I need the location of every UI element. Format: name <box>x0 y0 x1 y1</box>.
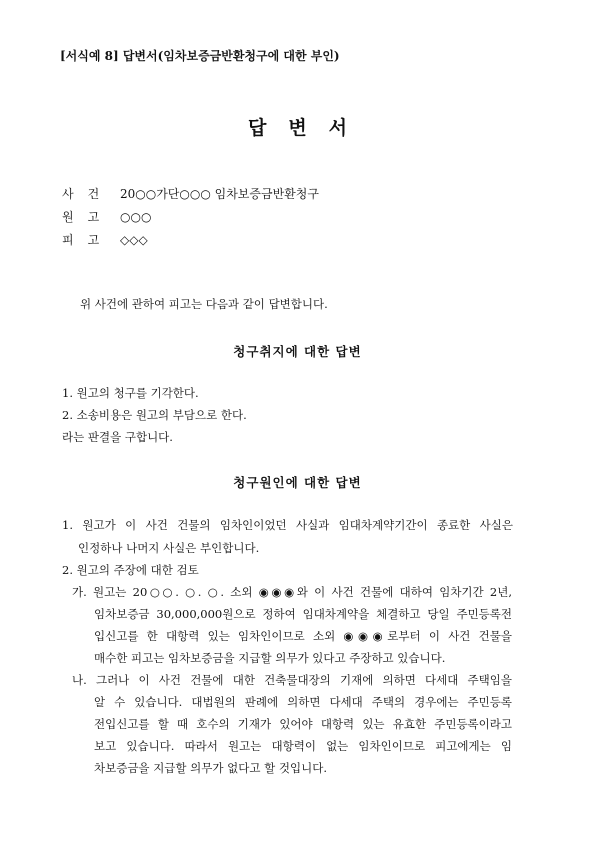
section-heading-claim-cause: 청구원인에 대한 답변 <box>233 475 362 490</box>
claim-line-2: 2. 소송비용은 원고의 부담으로 한다. <box>62 408 247 422</box>
subitem-na-line: 보고 있습니다. 따라서 원고는 대항력이 없는 임차인이므로 피고에게는 임 <box>94 739 512 753</box>
claim-line-3: 라는 판결을 구합니다. <box>62 430 173 444</box>
party-value: ◇◇◇ <box>120 233 148 247</box>
subitem-ga-line: 입신고를 한 대항력 있는 임차인이므로 소외 ◉◉◉로부터 이 사건 건물을 <box>94 629 512 643</box>
claim-line-1: 1. 원고의 청구를 기각한다. <box>62 386 199 400</box>
cause-item-1-line-1: 1. 원고가 이 사건 건물의 임차인이었던 사실과 임대차계약기간이 종료한 사실은 <box>62 518 513 532</box>
party-value: 20○○가단○○○ 임차보증금반환청구 <box>120 187 319 201</box>
form-header: [서식예 8] 답변서(임차보증금반환청구에 대한 부인) <box>60 49 340 63</box>
party-label: 피고 <box>62 233 114 247</box>
party-plaintiff <box>62 208 151 225</box>
subitem-na-line: 알 수 있습니다. 대법원의 판례에 의하면 다세대 주택의 경우에는 주민등록 <box>94 695 512 709</box>
subitem-ga-line: 매수한 피고는 임차보증금을 지급할 의무가 있다고 주장하고 있습니다. <box>94 651 446 665</box>
subitem-ga-line: 임차보증금 30,000,000원으로 정하여 임대차계약을 체결하고 당일 주민등록전 <box>94 607 512 621</box>
section-heading-claim-purpose: 청구취지에 대한 답변 <box>233 344 362 359</box>
cause-item-2: 2. 원고의 주장에 대한 검토 <box>62 563 199 577</box>
party-label: 원고 <box>62 210 114 224</box>
subitem-na-line: 차보증금을 지급할 의무가 없다고 할 것입니다. <box>94 761 328 775</box>
page-title: 답변서 <box>247 117 370 139</box>
subitem-na-line: 전입신고를 할 때 호수의 기재가 있어야 대항력 있는 유효한 주민등록이라고 <box>94 717 512 731</box>
party-value: ○○○ <box>120 210 152 224</box>
subitem-na-line: 나. 그러나 이 사건 건물에 대한 건축물대장의 기재에 의하면 다세대 주택임을 <box>72 673 512 687</box>
cause-item-1-line-2: 인정하나 나머지 사실은 부인합니다. <box>78 541 260 555</box>
intro-text: 위 사건에 관하여 피고는 다음과 같이 답변합니다. <box>80 297 328 311</box>
party-case <box>62 185 319 202</box>
party-label: 사건 <box>62 187 114 201</box>
subitem-ga-line: 가. 원고는 20○○. ○. ○. 소외 ◉◉◉와 이 사건 건물에 대하여 임차기간 2년, <box>72 585 512 599</box>
party-defendant <box>62 231 148 248</box>
